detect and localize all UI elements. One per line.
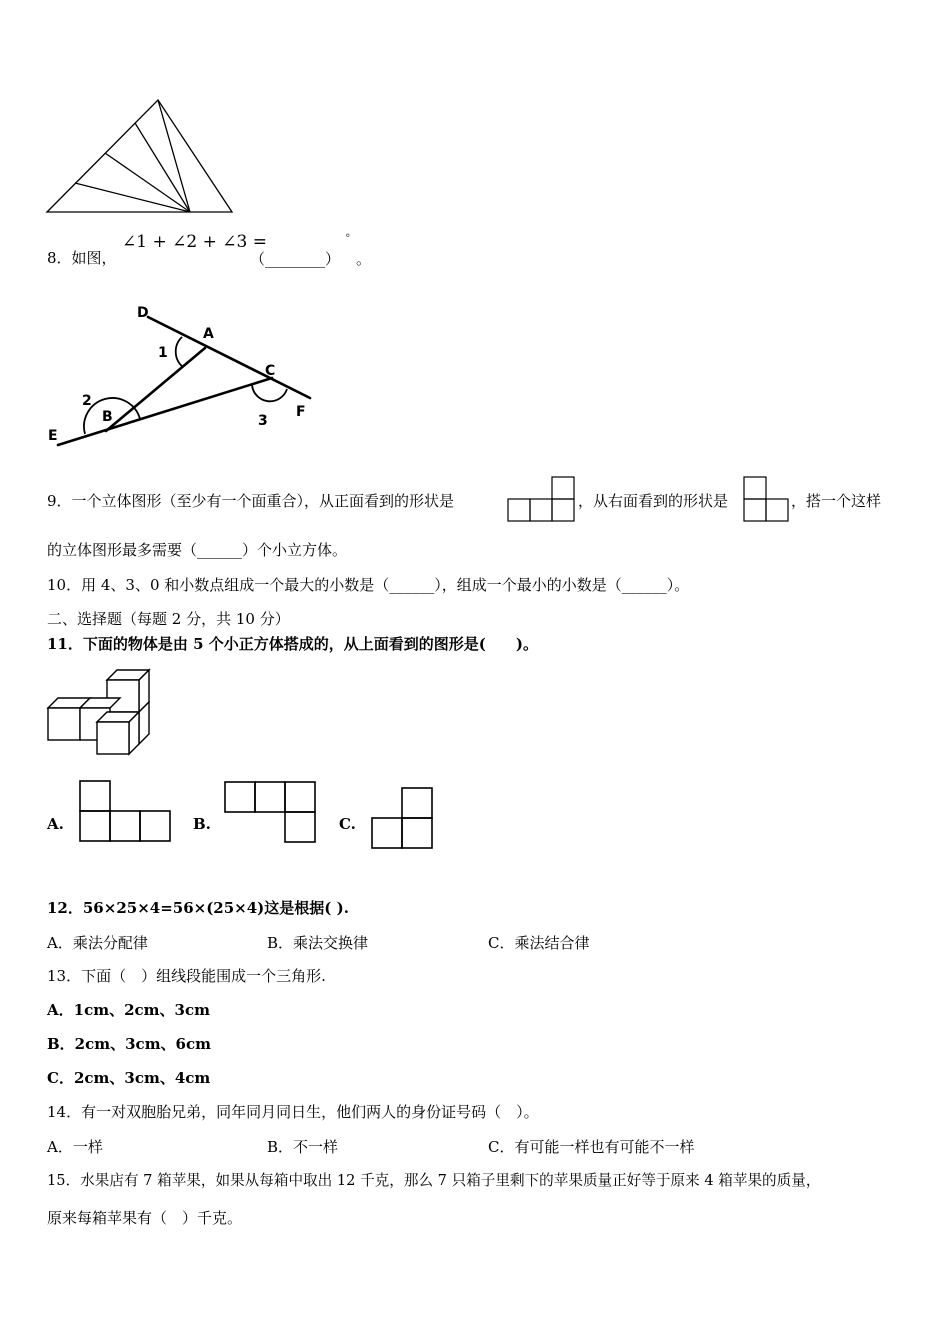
q13-text: 13．下面（ ）组线段能围成一个三角形. (47, 967, 326, 985)
q11-option-c-shape[interactable] (370, 786, 438, 852)
q13-option-a[interactable]: A．1cm、2cm、3cm (47, 1001, 210, 1019)
q9-part2: ，从右面看到的形状是 (578, 492, 729, 510)
q9-line1 (47, 491, 454, 511)
q12-option-c[interactable]: C．乘法结合律 (488, 934, 590, 952)
q11-text: 11．下面的物体是由 5 个小正方体搭成的，从上面看到的图形是( )。 (47, 635, 538, 653)
section2-title: 二、选择题（每题 2 分，共 10 分） (47, 610, 290, 628)
q8-answer-blank[interactable]: （________） (250, 250, 341, 268)
q10-text: 10．用 4、3、0 和小数点组成一个最大的小数是（______），组成一个最小的小数是（______）。 (47, 576, 690, 594)
q8-line (47, 248, 117, 268)
q11-option-c[interactable]: C. (339, 815, 356, 833)
q11-option-b[interactable]: B. (193, 815, 211, 833)
q13-option-b[interactable]: B．2cm、3cm、6cm (47, 1035, 212, 1053)
q12-text: 12．56×25×4=56×(25×4)这是根据( ). (47, 899, 349, 917)
angle-figure (40, 295, 330, 455)
q9-part1: 9．一个立体图形（至少有一个面重合），从正面看到的形状是 (47, 492, 455, 510)
q14-option-c[interactable]: C．有可能一样也有可能不一样 (488, 1138, 695, 1156)
label-angle-2: 2 (82, 393, 92, 409)
q8-end: 。 (356, 250, 372, 268)
q12-option-b[interactable]: B．乘法交换律 (267, 934, 369, 952)
q9-right-view (743, 476, 793, 524)
label-e: E (48, 428, 58, 444)
q8-formula: ∠1 + ∠2 + ∠3 = (122, 232, 267, 252)
label-f: F (296, 404, 306, 420)
q11-option-b-shape[interactable] (223, 780, 319, 846)
q14-text: 14．有一对双胞胎兄弟，同年同月同日生，他们两人的身份证号码（ ）。 (47, 1103, 539, 1121)
q8-prefix: 8．如图， (47, 249, 117, 267)
q9-line2: 的立体图形最多需要（______）个小立方体。 (47, 541, 348, 559)
label-angle-3: 3 (258, 413, 268, 429)
q8-degree: ° (345, 232, 351, 245)
label-a: A (203, 326, 214, 342)
q11-option-a-shape[interactable] (78, 779, 174, 845)
q15-line2: 原来每箱苹果有（ ）千克。 (47, 1209, 243, 1227)
q11-cube-figure (45, 668, 155, 756)
q14-option-b[interactable]: B．不一样 (267, 1138, 339, 1156)
label-b: B (102, 409, 113, 425)
q11-option-a[interactable]: A. (47, 815, 64, 833)
label-d: D (137, 305, 149, 321)
q9-part3: ，搭一个这样 (791, 492, 882, 510)
label-c: C (265, 363, 276, 379)
label-angle-1: 1 (158, 345, 168, 361)
q9-front-view (507, 476, 577, 524)
q15-line1: 15．水果店有 7 箱苹果，如果从每箱中取出 12 千克，那么 7 只箱子里剩下的苹果质量正好等于原来 4 箱苹果的质量， (47, 1172, 821, 1189)
q13-option-c[interactable]: C．2cm、3cm、4cm (47, 1069, 211, 1087)
q14-option-a[interactable]: A．一样 (47, 1138, 103, 1156)
q12-option-a[interactable]: A．乘法分配律 (47, 934, 148, 952)
triangle-figure (40, 95, 240, 220)
